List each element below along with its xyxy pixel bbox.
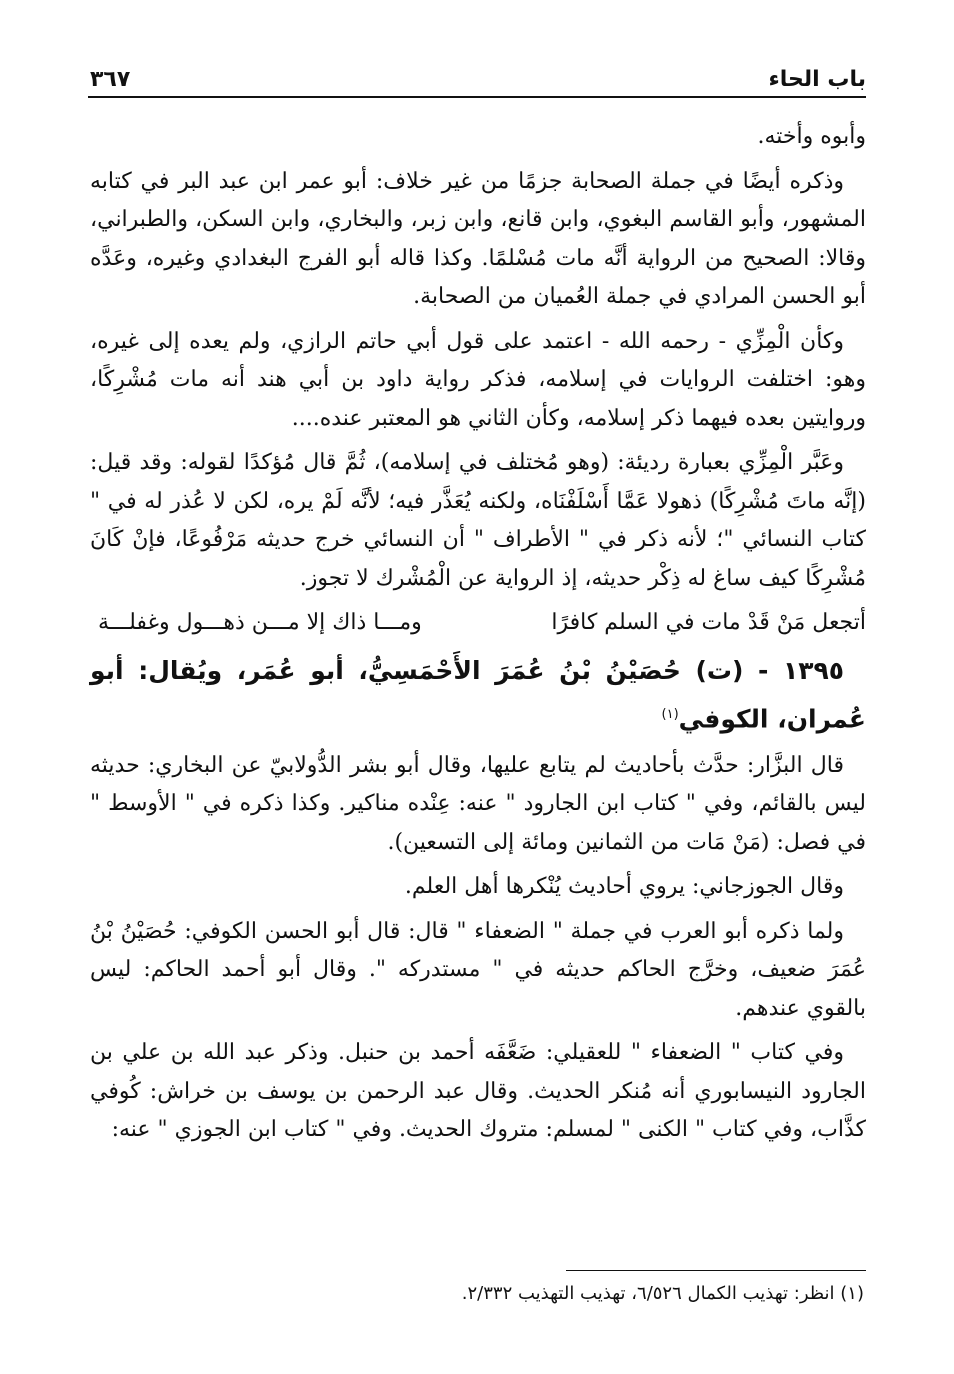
entry-heading (90, 649, 866, 741)
footnote-divider (566, 1270, 866, 1271)
paragraph: وفي كتاب " الضعفاء " للعقيلي: ضَعَّفَه أحمد بن حنبل. وذكر عبد الله بن علي بن الجارود النيسابوري أنه مُنكر الحديث. وقال عبد الرحمن بن يوسف بن خراش: كُوفي كذَّاب، وفي كتاب " الكنى " لمسلم: متروك الحديث. وفي " كتاب ابن الجوزي " عنه: (90, 1040, 866, 1143)
running-header (90, 56, 866, 92)
poetry-verse (90, 604, 866, 643)
verse-first-hemistich: أتجعل مَنْ قَدْ مات في السلم كافرًا (551, 610, 866, 635)
chapter-title: باب الحاء (768, 67, 866, 92)
main-text (90, 118, 866, 1156)
footnote: (١) انظر: تهذيب الكمال ٦/٥٢٦، تهذيب التهذيب ٢/٣٣٢. (461, 1283, 864, 1304)
entry-heading-text: ١٣٩٥ - (ت) حُصَيْنُ بْنُ عُمَرَ الأَحْمَسِيُّ، أبو عُمَر، ويُقال: أبو عُمران، الكوفي (90, 655, 866, 733)
paragraph: وذكره أيضًا في جملة الصحابة جزمًا من غير خلاف: أبو عمر ابن عبد البر في كتابه المشهور، وأبو القاسم البغوي، وابن قانع، وابن زبر، والبخاري، وابن السكن، والطبراني، وقالا: الصحيح من الرواية أنَّه مات مُسْلمًا. وكذا قاله أبو الفرج البغدادي وغيره، وعَدَّه أبو الحسن المرادي في جملة العُميان من الصحابة. (90, 168, 866, 309)
verse-second-hemistich: ومـــا ذاك إلا مـــن ذهـــول وغفلـــة (98, 610, 422, 635)
paragraph: وأبوه وأخته. (757, 124, 866, 149)
paragraph: قال البزَّار: حدَّث بأحاديث لم يتابع عليها، وقال أبو بشر الدُّولابيّ عن البخاري: حديثه ليس بالقائم، وفي " كتاب ابن الجارود " عنه: عِنْده مناكير. وكذا ذكره في " الأوسط " في فصل: (مَنْ مَات من الثمانين ومائة إلى التسعين). (90, 752, 866, 855)
paragraph: وعَبَّر الْمِزِّي بعبارة رديئة: (وهو مُختلف في إسلامه)، ثُمَّ قال مُؤكدًا لقوله: وقد قيل: (إنَّه ماتَ مُشْرِكًا) ذهولا عَمَّا أَسْلَفْنَاه، ولكنه يُعَذَّر فيه؛ لأنَّه لَمْ يره، لكن لا عُذر له في " كتاب النسائي "؛ لأنه ذكر في " الأطراف " أن النسائي خرج حديثه مَرْفُوعًا، فإنْ كَانَ مُشْرِكًا كيف ساغ له ذِكْر حديثه، إذ الرواية عن الْمُشْرك لا تجوز. (90, 450, 866, 591)
paragraph: وكأن الْمِزِّي - رحمه الله - اعتمد على قول أبي حاتم الرازي، ولم يعده إلى غيره، وهو: اختلفت الروايات في إسلامه، فذكر رواية داود بن أبي هند أنه مات مُشْرِكًا، وروايتين بعده فيهما ذكر إسلامه، وكأن الثاني هو المعتبر عنده.... (90, 328, 866, 431)
footnote-marker[interactable]: (١) (661, 706, 679, 722)
header-divider (88, 96, 866, 98)
paragraph: وقال الجوزجاني: يروي أحاديث يُنْكرها أهل العلم. (404, 874, 844, 900)
paragraph: ولما ذكره أبو العرب في جملة " الضعفاء " قال: قال أبو الحسن الكوفي: حُصَيْنُ بْنُ عُمَرَ ضعيف، وخرَّج الحاكم حديثه في " مستدركه ". وقال أبو أحمد الحاكم: ليس بالقوي عندهم. (90, 918, 866, 1021)
page-number: ٣٦٧ (90, 67, 131, 92)
